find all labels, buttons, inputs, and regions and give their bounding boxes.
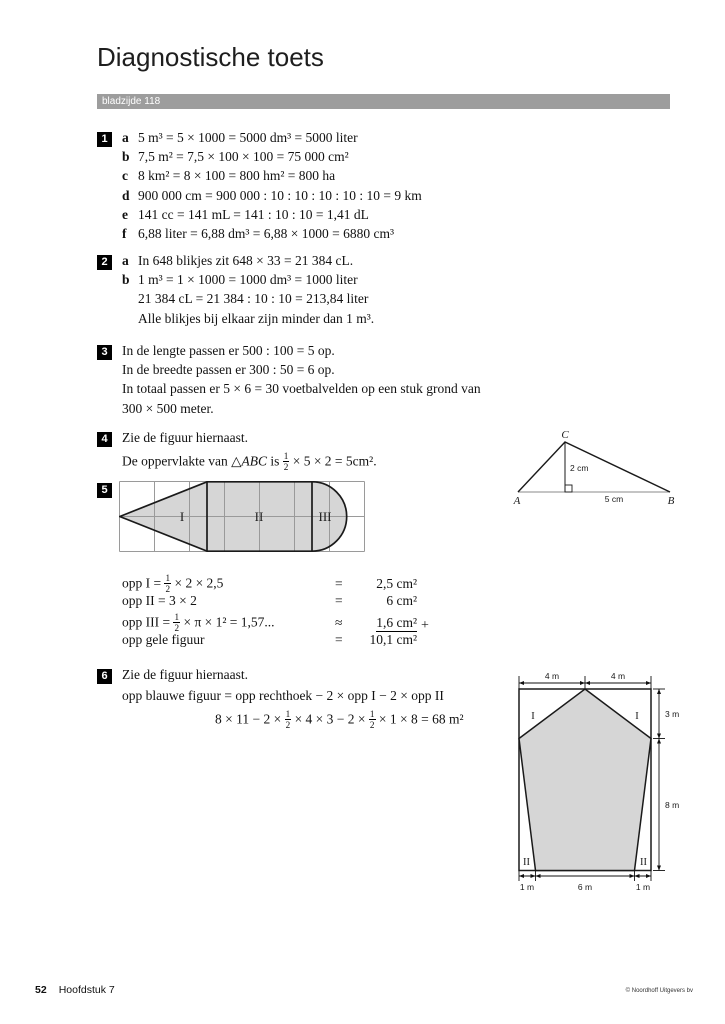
calc-relation: ≈ [335, 614, 343, 630]
calc-row [122, 593, 417, 613]
part-letter: e [122, 206, 128, 222]
answer-line: 300 × 500 meter. [122, 400, 214, 416]
part-letter: a [122, 130, 129, 145]
right-angle-mark [565, 485, 572, 492]
height-dimension-label: 2 cm [570, 463, 589, 473]
answer-text: In 648 blikjes zit 648 × 33 = 21 384 cL. [138, 253, 354, 268]
answer-text: 5 m³ = 5 × 1000 = 5000 dm³ = 5000 liter [138, 130, 358, 145]
answer-text: 21 384 cL = 21 384 : 10 : 10 = 213,84 liter [138, 291, 369, 307]
answer-line [122, 291, 374, 310]
answer-line: In de breedte passen er 300 : 50 = 6 op. [122, 362, 335, 378]
answer-line [122, 207, 422, 226]
calc-relation: = [335, 631, 343, 647]
dim-label-right-bottom: 8 m [665, 800, 680, 810]
answer-line [122, 311, 374, 330]
question-6 [97, 667, 464, 730]
triangle-sides [518, 442, 670, 492]
page-number: 52 [35, 984, 47, 996]
question-number-badge: 1 [97, 132, 112, 147]
calc-row [122, 573, 417, 593]
answer-line [122, 272, 374, 291]
calc-expression: opp I = $\frac{1}{2}$ × 2 × 2,5 [122, 573, 224, 595]
calc-result: 1,6 cm² [376, 614, 417, 630]
sum-plus-sign: + [421, 618, 429, 633]
page-footer [35, 984, 115, 996]
calc-result: 6 cm² [386, 592, 417, 608]
calc-relation: = [335, 592, 343, 608]
question-number-badge: 6 [97, 669, 112, 684]
part-letter: b [122, 272, 130, 288]
answer-line [122, 253, 374, 272]
answer-text: 7,5 m² = 7,5 × 100 × 100 = 75 000 cm² [138, 149, 349, 165]
calc-expression: opp gele figuur [122, 631, 205, 647]
question-number-badge: 4 [97, 432, 112, 447]
calc-expression: opp III = $\frac{1}{2}$ × π × 1² = 1,57... [122, 612, 275, 634]
question-4 [97, 430, 377, 472]
answer-line: opp blauwe figuur = opp rechthoek − 2 × opp I − 2 × opp II [122, 688, 444, 703]
answer-line: In totaal passen er 5 × 6 = 30 voetbalvelden op een stuk grond van [122, 381, 481, 397]
vertex-label-c: C [561, 429, 569, 441]
page-ref-label: bladzijde 118 [102, 96, 161, 107]
answer-line: Zie de figuur hiernaast. [122, 430, 248, 445]
answer-line [122, 226, 422, 245]
question-1 [97, 130, 422, 245]
answer-text: 1 m³ = 1 × 1000 = 1000 dm³ = 1000 liter [138, 272, 358, 288]
answer-line [122, 168, 422, 187]
answer-text: 8 km² = 8 × 100 = 800 hm² = 800 ha [138, 168, 336, 184]
calc-row [122, 632, 417, 652]
answer-line: De oppervlakte van △ABC is $\frac{1}{2}$ × 5 × 2 = 5cm². [122, 451, 377, 473]
vertex-label-a: A [513, 495, 521, 507]
question-number-badge: 2 [97, 255, 112, 270]
answer-text: 6,88 liter = 6,88 dm³ = 6,88 × 1000 = 6880 cm³ [138, 225, 395, 241]
answer-line: Zie de figuur hiernaast. [122, 667, 248, 682]
dim-label-bottom-mid: 6 m [577, 882, 593, 892]
region-label-i-left: I [531, 711, 535, 722]
pentagon-figure [502, 662, 682, 900]
composite-shape-figure [119, 481, 369, 555]
chapter-label: Hoofdstuk 7 [58, 984, 115, 996]
part-letter: f [122, 225, 127, 241]
page-title: Diagnostische toets [97, 42, 324, 72]
calc-row [122, 612, 417, 632]
question-3 [97, 343, 481, 420]
dim-label-right-top: 3 m [665, 709, 680, 719]
answer-text: 141 cc = 141 mL = 141 : 10 : 10 = 1,41 dL [138, 206, 369, 222]
region-label-1: I [179, 509, 185, 524]
answer-text: 900 000 cm = 900 000 : 10 : 10 : 10 : 10 : 10 = 9 km [138, 187, 422, 203]
calc-result: 10,1 cm² [369, 631, 417, 647]
region-label-3: III [318, 509, 332, 524]
answer-line [122, 188, 422, 207]
area-calculation-block [122, 573, 429, 651]
answer-line: 8 × 11 − 2 × $\frac{1}{2}$ × 4 × 3 − 2 × $\frac{1}{2}$ × 1 × 8 = 68 m² [215, 709, 464, 731]
dim-label-top-left: 4 m [544, 671, 560, 681]
triangle-figure [512, 426, 680, 510]
question-number-badge: 5 [97, 483, 112, 498]
question-number-badge: 3 [97, 345, 112, 360]
region-label-i-right: I [635, 711, 639, 722]
calc-expression: opp II = 3 × 2 [122, 592, 197, 608]
answer-text: Alle blikjes bij elkaar zijn minder dan 1 m³. [138, 310, 375, 326]
answer-line [122, 130, 422, 149]
vertex-label-b: B [667, 495, 675, 507]
answer-line: In de lengte passen er 500 : 100 = 5 op. [122, 343, 335, 358]
calc-relation: = [335, 575, 343, 591]
dim-label-top-right: 4 m [610, 671, 626, 681]
question-5 [97, 481, 369, 559]
dim-label-bottom-left: 1 m [519, 882, 535, 892]
region-label-ii-left: II [523, 857, 530, 868]
copyright-notice: © Noordhoff Uitgevers bv [625, 988, 693, 994]
part-letter: d [122, 187, 130, 203]
answer-line [122, 149, 422, 168]
base-dimension-label: 5 cm [604, 494, 624, 504]
dim-label-bottom-right: 1 m [635, 882, 651, 892]
region-label-ii-right: II [640, 857, 647, 868]
question-2 [97, 253, 374, 330]
part-letter: a [122, 253, 129, 268]
page-ref-bar [97, 94, 670, 109]
region-label-2: II [254, 509, 264, 524]
calc-result: 2,5 cm² [376, 575, 417, 591]
part-letter: b [122, 149, 130, 165]
part-letter: c [122, 168, 128, 184]
